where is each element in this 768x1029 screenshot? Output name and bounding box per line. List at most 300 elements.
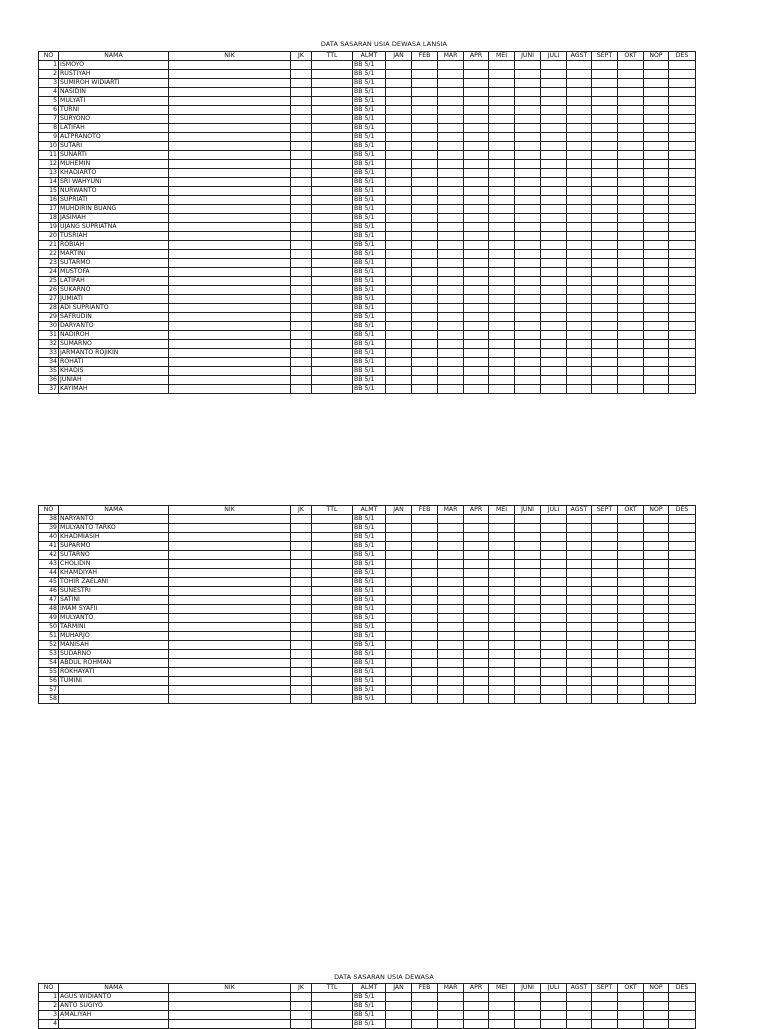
cell-name: ANTO SUGIYO bbox=[59, 1002, 169, 1011]
cell-ttl bbox=[312, 632, 353, 641]
cell-jk bbox=[291, 160, 312, 169]
cell-mei bbox=[489, 695, 515, 704]
cell-jan bbox=[386, 322, 412, 331]
cell-feb bbox=[412, 187, 438, 196]
cell-nop bbox=[644, 151, 669, 160]
cell-jk bbox=[291, 214, 312, 223]
cell-jk bbox=[291, 993, 312, 1002]
cell-nop bbox=[644, 993, 669, 1002]
table-row bbox=[39, 106, 696, 115]
cell-juli bbox=[541, 1011, 567, 1020]
cell-ttl bbox=[312, 1020, 353, 1029]
cell-mei bbox=[489, 286, 515, 295]
cell-apr bbox=[464, 133, 489, 142]
cell-address: BB 5/1 bbox=[353, 605, 386, 614]
cell-jk bbox=[291, 196, 312, 205]
cell-sept bbox=[592, 124, 618, 133]
cell-juli bbox=[541, 61, 567, 70]
cell-agst bbox=[567, 376, 592, 385]
cell-mei bbox=[489, 686, 515, 695]
cell-mar bbox=[438, 313, 464, 322]
cell-juli bbox=[541, 232, 567, 241]
cell-nik bbox=[169, 295, 291, 304]
cell-no: 55 bbox=[39, 668, 59, 677]
cell-name: ISMOYO bbox=[59, 61, 169, 70]
cell-name: MUHEMIN bbox=[59, 160, 169, 169]
cell-des bbox=[669, 695, 696, 704]
cell-agst bbox=[567, 1002, 592, 1011]
cell-ttl bbox=[312, 993, 353, 1002]
cell-feb bbox=[412, 605, 438, 614]
cell-jan bbox=[386, 533, 412, 542]
cell-name: MARTINI bbox=[59, 250, 169, 259]
header-nama: NAMA bbox=[59, 52, 169, 61]
cell-juni bbox=[515, 277, 541, 286]
cell-juli bbox=[541, 142, 567, 151]
cell-agst bbox=[567, 551, 592, 560]
cell-ttl bbox=[312, 151, 353, 160]
cell-okt bbox=[618, 214, 644, 223]
cell-nik bbox=[169, 241, 291, 250]
cell-address: BB 5/1 bbox=[353, 241, 386, 250]
cell-apr bbox=[464, 70, 489, 79]
cell-mei bbox=[489, 223, 515, 232]
cell-mei bbox=[489, 551, 515, 560]
table-row bbox=[39, 650, 696, 659]
cell-no: 49 bbox=[39, 614, 59, 623]
table-row bbox=[39, 178, 696, 187]
cell-okt bbox=[618, 313, 644, 322]
cell-address: BB 5/1 bbox=[353, 277, 386, 286]
table-row bbox=[39, 205, 696, 214]
header-sept: SEPT bbox=[592, 506, 618, 515]
cell-name: ADI SUPRIANTO bbox=[59, 304, 169, 313]
cell-agst bbox=[567, 160, 592, 169]
cell-jan bbox=[386, 695, 412, 704]
cell-juli bbox=[541, 97, 567, 106]
cell-jk bbox=[291, 268, 312, 277]
header-mar: MAR bbox=[438, 52, 464, 61]
cell-nik bbox=[169, 686, 291, 695]
cell-juli bbox=[541, 695, 567, 704]
cell-okt bbox=[618, 223, 644, 232]
cell-juli bbox=[541, 304, 567, 313]
cell-apr bbox=[464, 668, 489, 677]
cell-nik bbox=[169, 367, 291, 376]
cell-no: 53 bbox=[39, 650, 59, 659]
cell-name: SUNARTI bbox=[59, 151, 169, 160]
cell-no: 33 bbox=[39, 349, 59, 358]
header-jk: JK bbox=[291, 506, 312, 515]
cell-okt bbox=[618, 133, 644, 142]
cell-juni bbox=[515, 61, 541, 70]
cell-des bbox=[669, 993, 696, 1002]
cell-sept bbox=[592, 250, 618, 259]
cell-juli bbox=[541, 349, 567, 358]
cell-mar bbox=[438, 106, 464, 115]
table-row bbox=[39, 623, 696, 632]
cell-juli bbox=[541, 587, 567, 596]
cell-sept bbox=[592, 551, 618, 560]
cell-no: 8 bbox=[39, 124, 59, 133]
cell-mei bbox=[489, 614, 515, 623]
cell-jan bbox=[386, 587, 412, 596]
cell-nop bbox=[644, 1002, 669, 1011]
cell-des bbox=[669, 178, 696, 187]
header-juli: JULI bbox=[541, 52, 567, 61]
cell-mar bbox=[438, 560, 464, 569]
table-row bbox=[39, 668, 696, 677]
cell-okt bbox=[618, 304, 644, 313]
cell-nik bbox=[169, 632, 291, 641]
cell-address: BB 5/1 bbox=[353, 169, 386, 178]
cell-mar bbox=[438, 596, 464, 605]
cell-agst bbox=[567, 259, 592, 268]
cell-ttl bbox=[312, 668, 353, 677]
cell-feb bbox=[412, 560, 438, 569]
cell-jk bbox=[291, 151, 312, 160]
header-ttl: TTL bbox=[312, 984, 353, 993]
cell-juli bbox=[541, 277, 567, 286]
cell-mei bbox=[489, 115, 515, 124]
cell-mar bbox=[438, 205, 464, 214]
cell-nop bbox=[644, 569, 669, 578]
cell-sept bbox=[592, 560, 618, 569]
cell-juni bbox=[515, 205, 541, 214]
cell-jan bbox=[386, 569, 412, 578]
cell-okt bbox=[618, 533, 644, 542]
cell-no: 21 bbox=[39, 241, 59, 250]
cell-address: BB 5/1 bbox=[353, 196, 386, 205]
cell-name bbox=[59, 686, 169, 695]
cell-juni bbox=[515, 376, 541, 385]
header-agst: AGST bbox=[567, 506, 592, 515]
cell-name: RUSTIYAH bbox=[59, 70, 169, 79]
cell-mei bbox=[489, 79, 515, 88]
cell-mei bbox=[489, 1020, 515, 1029]
cell-address: BB 5/1 bbox=[353, 1020, 386, 1029]
cell-des bbox=[669, 241, 696, 250]
cell-feb bbox=[412, 614, 438, 623]
cell-mei bbox=[489, 241, 515, 250]
cell-juli bbox=[541, 542, 567, 551]
cell-address: BB 5/1 bbox=[353, 632, 386, 641]
cell-jan bbox=[386, 205, 412, 214]
cell-des bbox=[669, 250, 696, 259]
cell-feb bbox=[412, 214, 438, 223]
cell-nik bbox=[169, 259, 291, 268]
cell-juli bbox=[541, 385, 567, 394]
cell-nik bbox=[169, 178, 291, 187]
cell-juni bbox=[515, 632, 541, 641]
cell-mar bbox=[438, 133, 464, 142]
cell-feb bbox=[412, 232, 438, 241]
cell-name: IMAM SYAFII bbox=[59, 605, 169, 614]
cell-name bbox=[59, 695, 169, 704]
cell-sept bbox=[592, 376, 618, 385]
cell-okt bbox=[618, 106, 644, 115]
cell-juni bbox=[515, 587, 541, 596]
cell-feb bbox=[412, 196, 438, 205]
cell-jan bbox=[386, 358, 412, 367]
cell-agst bbox=[567, 250, 592, 259]
cell-jan bbox=[386, 542, 412, 551]
cell-mar bbox=[438, 551, 464, 560]
cell-agst bbox=[567, 124, 592, 133]
cell-mar bbox=[438, 542, 464, 551]
cell-sept bbox=[592, 349, 618, 358]
cell-address: BB 5/1 bbox=[353, 515, 386, 524]
cell-juli bbox=[541, 686, 567, 695]
cell-nop bbox=[644, 313, 669, 322]
cell-jk bbox=[291, 331, 312, 340]
table-row bbox=[39, 560, 696, 569]
table-row bbox=[39, 596, 696, 605]
cell-agst bbox=[567, 178, 592, 187]
cell-sept bbox=[592, 241, 618, 250]
cell-juli bbox=[541, 340, 567, 349]
cell-mei bbox=[489, 367, 515, 376]
cell-okt bbox=[618, 349, 644, 358]
cell-no: 43 bbox=[39, 560, 59, 569]
table-row bbox=[39, 115, 696, 124]
table-row bbox=[39, 569, 696, 578]
cell-address: BB 5/1 bbox=[353, 993, 386, 1002]
cell-no: 48 bbox=[39, 605, 59, 614]
cell-feb bbox=[412, 304, 438, 313]
table-row bbox=[39, 286, 696, 295]
cell-no: 51 bbox=[39, 632, 59, 641]
cell-name: SUKARNO bbox=[59, 286, 169, 295]
header-jan: JAN bbox=[386, 984, 412, 993]
cell-okt bbox=[618, 668, 644, 677]
cell-ttl bbox=[312, 106, 353, 115]
cell-agst bbox=[567, 286, 592, 295]
cell-nop bbox=[644, 659, 669, 668]
cell-jan bbox=[386, 993, 412, 1002]
cell-okt bbox=[618, 560, 644, 569]
header-jan: JAN bbox=[386, 52, 412, 61]
table-row bbox=[39, 88, 696, 97]
cell-agst bbox=[567, 340, 592, 349]
header-sept: SEPT bbox=[592, 984, 618, 993]
cell-ttl bbox=[312, 241, 353, 250]
header-juni: JUNI bbox=[515, 984, 541, 993]
cell-des bbox=[669, 79, 696, 88]
cell-nik bbox=[169, 515, 291, 524]
cell-mei bbox=[489, 88, 515, 97]
cell-okt bbox=[618, 358, 644, 367]
cell-feb bbox=[412, 587, 438, 596]
header-nop: NOP bbox=[644, 984, 669, 993]
header-nama: NAMA bbox=[59, 506, 169, 515]
cell-no: 26 bbox=[39, 286, 59, 295]
cell-mei bbox=[489, 677, 515, 686]
cell-sept bbox=[592, 61, 618, 70]
cell-agst bbox=[567, 115, 592, 124]
cell-jk bbox=[291, 187, 312, 196]
cell-okt bbox=[618, 61, 644, 70]
cell-sept bbox=[592, 686, 618, 695]
cell-jk bbox=[291, 587, 312, 596]
cell-nik bbox=[169, 286, 291, 295]
cell-feb bbox=[412, 677, 438, 686]
cell-juli bbox=[541, 533, 567, 542]
cell-feb bbox=[412, 1020, 438, 1029]
cell-agst bbox=[567, 993, 592, 1002]
cell-apr bbox=[464, 178, 489, 187]
cell-jk bbox=[291, 241, 312, 250]
cell-sept bbox=[592, 340, 618, 349]
cell-agst bbox=[567, 677, 592, 686]
table-row bbox=[39, 70, 696, 79]
cell-address: BB 5/1 bbox=[353, 79, 386, 88]
cell-juli bbox=[541, 560, 567, 569]
cell-apr bbox=[464, 169, 489, 178]
table-row bbox=[39, 169, 696, 178]
cell-apr bbox=[464, 106, 489, 115]
cell-agst bbox=[567, 223, 592, 232]
cell-jan bbox=[386, 1011, 412, 1020]
cell-no: 47 bbox=[39, 596, 59, 605]
cell-juni bbox=[515, 596, 541, 605]
cell-address: BB 5/1 bbox=[353, 88, 386, 97]
cell-agst bbox=[567, 187, 592, 196]
cell-address: BB 5/1 bbox=[353, 587, 386, 596]
cell-mei bbox=[489, 331, 515, 340]
cell-address: BB 5/1 bbox=[353, 61, 386, 70]
cell-mar bbox=[438, 178, 464, 187]
cell-apr bbox=[464, 1020, 489, 1029]
cell-no: 56 bbox=[39, 677, 59, 686]
cell-jk bbox=[291, 70, 312, 79]
cell-name: SUDARNO bbox=[59, 650, 169, 659]
cell-address: BB 5/1 bbox=[353, 524, 386, 533]
header-nik: NIK bbox=[169, 506, 291, 515]
cell-jan bbox=[386, 668, 412, 677]
cell-juli bbox=[541, 151, 567, 160]
cell-address: BB 5/1 bbox=[353, 349, 386, 358]
cell-nik bbox=[169, 578, 291, 587]
cell-sept bbox=[592, 187, 618, 196]
cell-jan bbox=[386, 605, 412, 614]
cell-no: 9 bbox=[39, 133, 59, 142]
cell-okt bbox=[618, 686, 644, 695]
cell-jk bbox=[291, 340, 312, 349]
cell-nik bbox=[169, 196, 291, 205]
cell-okt bbox=[618, 88, 644, 97]
cell-okt bbox=[618, 142, 644, 151]
cell-name: MANISAH bbox=[59, 641, 169, 650]
cell-jan bbox=[386, 187, 412, 196]
header-nop: NOP bbox=[644, 506, 669, 515]
cell-juni bbox=[515, 169, 541, 178]
cell-juni bbox=[515, 569, 541, 578]
cell-juli bbox=[541, 677, 567, 686]
cell-agst bbox=[567, 650, 592, 659]
cell-okt bbox=[618, 169, 644, 178]
cell-nik bbox=[169, 623, 291, 632]
cell-feb bbox=[412, 596, 438, 605]
cell-juni bbox=[515, 286, 541, 295]
cell-feb bbox=[412, 142, 438, 151]
table-row bbox=[39, 196, 696, 205]
cell-jk bbox=[291, 569, 312, 578]
cell-ttl bbox=[312, 614, 353, 623]
cell-mar bbox=[438, 515, 464, 524]
cell-mar bbox=[438, 295, 464, 304]
cell-feb bbox=[412, 268, 438, 277]
cell-name: LATIFAH bbox=[59, 124, 169, 133]
cell-no: 25 bbox=[39, 277, 59, 286]
cell-name: NASIDIN bbox=[59, 88, 169, 97]
cell-nik bbox=[169, 596, 291, 605]
cell-jk bbox=[291, 578, 312, 587]
cell-apr bbox=[464, 578, 489, 587]
cell-mei bbox=[489, 205, 515, 214]
cell-agst bbox=[567, 1020, 592, 1029]
table-row bbox=[39, 160, 696, 169]
cell-juni bbox=[515, 677, 541, 686]
cell-mei bbox=[489, 124, 515, 133]
cell-address: BB 5/1 bbox=[353, 331, 386, 340]
cell-no: 11 bbox=[39, 151, 59, 160]
cell-no: 4 bbox=[39, 88, 59, 97]
cell-juli bbox=[541, 614, 567, 623]
cell-mar bbox=[438, 277, 464, 286]
table-row bbox=[39, 322, 696, 331]
cell-jk bbox=[291, 358, 312, 367]
cell-juli bbox=[541, 286, 567, 295]
cell-jan bbox=[386, 1002, 412, 1011]
cell-juli bbox=[541, 178, 567, 187]
cell-juli bbox=[541, 605, 567, 614]
cell-ttl bbox=[312, 695, 353, 704]
cell-sept bbox=[592, 623, 618, 632]
cell-nop bbox=[644, 250, 669, 259]
cell-jan bbox=[386, 223, 412, 232]
cell-mar bbox=[438, 151, 464, 160]
cell-okt bbox=[618, 259, 644, 268]
cell-mei bbox=[489, 605, 515, 614]
cell-apr bbox=[464, 277, 489, 286]
cell-okt bbox=[618, 605, 644, 614]
cell-ttl bbox=[312, 142, 353, 151]
table-row bbox=[39, 659, 696, 668]
cell-sept bbox=[592, 178, 618, 187]
cell-mar bbox=[438, 322, 464, 331]
cell-nik bbox=[169, 106, 291, 115]
cell-address: BB 5/1 bbox=[353, 596, 386, 605]
cell-des bbox=[669, 524, 696, 533]
cell-nop bbox=[644, 133, 669, 142]
cell-feb bbox=[412, 569, 438, 578]
cell-ttl bbox=[312, 133, 353, 142]
cell-sept bbox=[592, 331, 618, 340]
cell-mei bbox=[489, 650, 515, 659]
cell-feb bbox=[412, 331, 438, 340]
cell-jk bbox=[291, 295, 312, 304]
cell-jk bbox=[291, 61, 312, 70]
cell-jan bbox=[386, 88, 412, 97]
cell-apr bbox=[464, 533, 489, 542]
cell-jan bbox=[386, 313, 412, 322]
cell-address: BB 5/1 bbox=[353, 686, 386, 695]
header-almt: ALMT bbox=[353, 52, 386, 61]
cell-des bbox=[669, 331, 696, 340]
cell-jan bbox=[386, 250, 412, 259]
cell-sept bbox=[592, 160, 618, 169]
